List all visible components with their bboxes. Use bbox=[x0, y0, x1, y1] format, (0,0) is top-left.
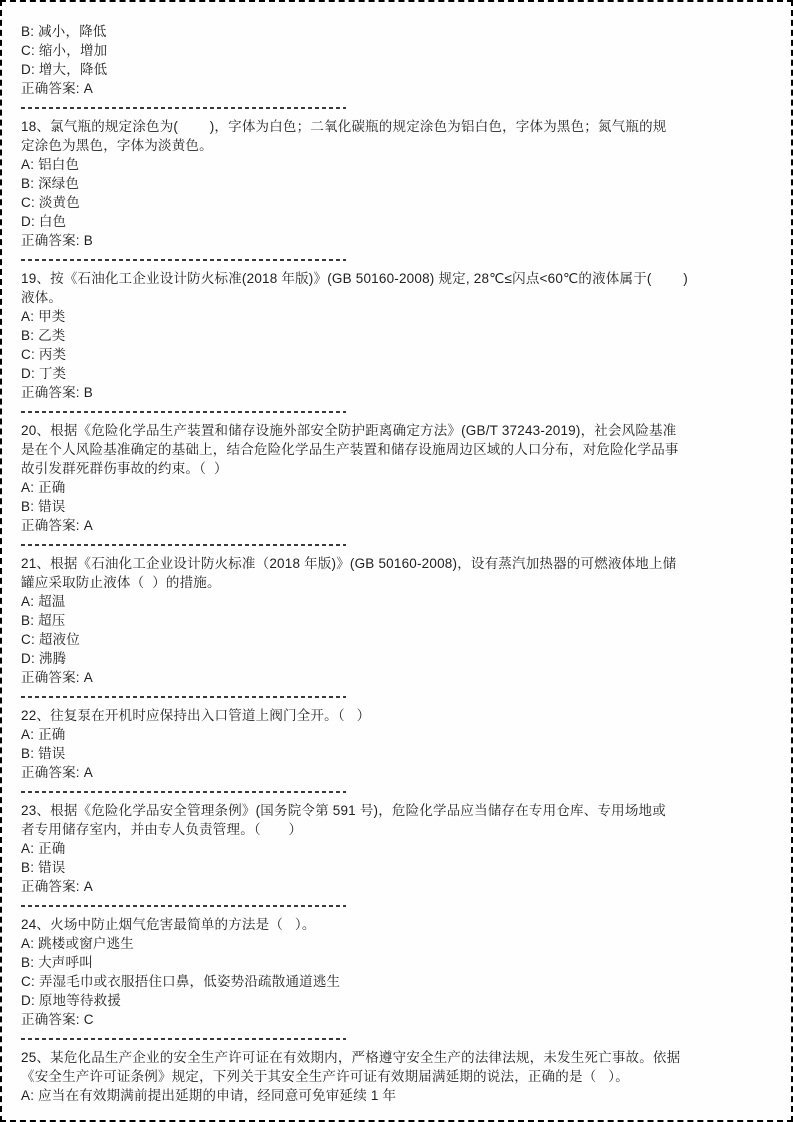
question-text-line: 24、火场中防止烟气危害最简单的方法是（ ）。 bbox=[21, 917, 316, 932]
option-line: A: 正确 bbox=[21, 480, 66, 495]
option-line: A: 甲类 bbox=[21, 309, 66, 324]
option-line: B: 超压 bbox=[21, 613, 66, 628]
question-block-25 bbox=[21, 1048, 771, 1105]
question-separator bbox=[21, 782, 771, 801]
option-line: B: 乙类 bbox=[21, 328, 66, 343]
separator-dashed-line bbox=[21, 259, 346, 261]
answer-line: 正确答案: A bbox=[21, 879, 93, 894]
option-line: B: 大声呼叫 bbox=[21, 955, 93, 970]
answer-line: 正确答案: B bbox=[21, 385, 93, 400]
answer-line: 正确答案: C bbox=[21, 1012, 94, 1027]
question-block-22 bbox=[21, 706, 771, 782]
question-block-18 bbox=[21, 117, 771, 250]
question-text-line: 23、根据《危险化学品安全管理条例》(国务院令第 591 号)，危险化学品应当储存在专用仓库、专用场地或 bbox=[21, 803, 666, 818]
question-text-continued: 罐应采取防止液体（ ）的措施。 bbox=[21, 575, 221, 590]
question-block-20 bbox=[21, 421, 771, 535]
question-block-24 bbox=[21, 915, 771, 1029]
option-line: D: 原地等待救援 bbox=[21, 993, 122, 1008]
question-text-continued: 液体。 bbox=[21, 290, 63, 305]
option-line: A: 超温 bbox=[21, 594, 66, 609]
question-text-continued: 故引发群死群伤事故的约束。（ ） bbox=[21, 461, 228, 476]
question-separator bbox=[21, 98, 771, 117]
option-line: B: 错误 bbox=[21, 746, 66, 761]
option-line: D: 丁类 bbox=[21, 366, 67, 381]
option-line: C: 缩小，增加 bbox=[21, 43, 108, 58]
option-line: B: 错误 bbox=[21, 860, 66, 875]
question-separator bbox=[21, 402, 771, 421]
question-text-line: 22、往复泵在开机时应保持出入口管道上阀门全开。（ ） bbox=[21, 708, 371, 723]
question-text-line: 25、某危化品生产企业的安全生产许可证在有效期内，严格遵守安全生产的法律法规，未发生死亡事故。依据 bbox=[21, 1050, 681, 1065]
question-separator bbox=[21, 535, 771, 554]
option-line: B: 深绿色 bbox=[21, 176, 80, 191]
option-line: A: 应当在有效期满前提出延期的申请，经同意可免审延续 1 年 bbox=[21, 1088, 397, 1103]
question-separator bbox=[21, 1029, 771, 1048]
question-separator bbox=[21, 687, 771, 706]
option-line: A: 正确 bbox=[21, 841, 66, 856]
answer-line: 正确答案: A bbox=[21, 81, 93, 96]
option-line: D: 增大，降低 bbox=[21, 62, 108, 77]
answer-line: 正确答案: B bbox=[21, 233, 93, 248]
separator-dashed-line bbox=[21, 905, 346, 907]
option-line: C: 淡黄色 bbox=[21, 195, 80, 210]
document-body bbox=[21, 22, 771, 1105]
option-line: B: 错误 bbox=[21, 499, 66, 514]
question-text-continued: 者专用储存室内，并由专人负责管理。（ ） bbox=[21, 822, 303, 837]
option-line: C: 弄湿毛巾或衣服捂住口鼻，低姿势沿疏散通道逃生 bbox=[21, 974, 341, 989]
option-line: C: 超液位 bbox=[21, 632, 80, 647]
separator-dashed-line bbox=[21, 411, 346, 413]
question-block-23 bbox=[21, 801, 771, 896]
option-line: C: 丙类 bbox=[21, 347, 67, 362]
options-tail-block bbox=[21, 22, 771, 98]
option-line: A: 跳楼或窗户逃生 bbox=[21, 936, 135, 951]
question-block-21 bbox=[21, 554, 771, 687]
question-text-line: 19、按《石油化工企业设计防火标准(2018 年版)》(GB 50160-2008) 规定, 28℃≤闪点<60℃的液体属于( ) bbox=[21, 271, 688, 286]
option-line: D: 沸腾 bbox=[21, 651, 67, 666]
answer-line: 正确答案: A bbox=[21, 518, 93, 533]
question-text-continued: 定涂色为黑色，字体为淡黄色。 bbox=[21, 138, 213, 153]
separator-dashed-line bbox=[21, 791, 346, 793]
option-line: B: 减小，降低 bbox=[21, 24, 107, 39]
question-separator bbox=[21, 896, 771, 915]
question-text-line: 21、根据《石油化工企业设计防火标准（2018 年版)》(GB 50160-2008)，设有蒸汽加热器的可燃液体地上储 bbox=[21, 556, 677, 571]
answer-line: 正确答案: A bbox=[21, 765, 93, 780]
question-text-line: 18、氯气瓶的规定涂色为( )，字体为白色；二氧化碳瓶的规定涂色为铝白色，字体为黑色；氮气瓶的规 bbox=[21, 119, 667, 134]
question-text-continued: 《安全生产许可证条例》规定，下列关于其安全生产许可证有效期届满延期的说法，正确的是（ ）。 bbox=[21, 1069, 629, 1084]
separator-dashed-line bbox=[21, 544, 346, 546]
question-text-line: 20、根据《危险化学品生产装置和储存设施外部安全防护距离确定方法》(GB/T 37243-2019)，社会风险基准 bbox=[21, 423, 677, 438]
separator-dashed-line bbox=[21, 1038, 346, 1040]
option-line: A: 铝白色 bbox=[21, 157, 80, 172]
separator-dashed-line bbox=[21, 696, 346, 698]
question-separator bbox=[21, 250, 771, 269]
question-block-19 bbox=[21, 269, 771, 402]
separator-dashed-line bbox=[21, 107, 346, 109]
question-text-continued: 是在个人风险基准确定的基础上，结合危险化学品生产装置和储存设施周边区域的人口分布，对危险化学品事 bbox=[21, 442, 679, 457]
answer-line: 正确答案: A bbox=[21, 670, 93, 685]
option-line: D: 白色 bbox=[21, 214, 67, 229]
option-line: A: 正确 bbox=[21, 727, 66, 742]
